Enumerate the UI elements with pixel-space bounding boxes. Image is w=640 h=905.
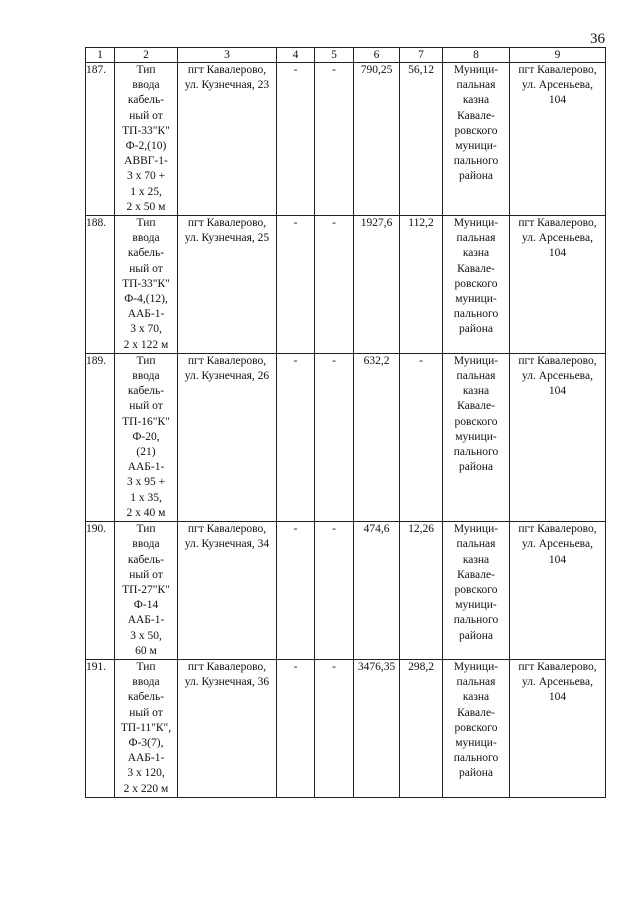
- object-name: Тип ввода кабель- ный от ТП-27"К" Ф-14 ААБ-1- 3 х 50, 60 м: [122, 523, 170, 657]
- column-4-value: -: [277, 659, 315, 797]
- column-4-value: -: [277, 353, 315, 521]
- column-header: 3: [178, 48, 277, 63]
- residual-value: 112,2: [400, 216, 443, 354]
- owner-address: пгт Кавалерово, ул. Арсеньева, 104: [518, 660, 597, 704]
- balance-value: 474,6: [354, 522, 400, 660]
- object-name: Тип ввода кабель- ный от ТП-33"К" Ф-4,(12), ААБ-1- 3 х 70, 2 х 122 м: [122, 217, 170, 351]
- balance-value: 632,2: [354, 353, 400, 521]
- row-number: 191.: [86, 659, 115, 797]
- table-row: [86, 63, 606, 216]
- owner-name: Муници- пальная казна Кавале- ровского муници- пального района: [453, 354, 499, 474]
- column-header: 1: [86, 48, 115, 63]
- column-header: 6: [354, 48, 400, 63]
- page-number: 36: [590, 31, 605, 47]
- column-5-value: -: [315, 216, 354, 354]
- residual-value: 12,26: [400, 522, 443, 660]
- owner-name: Муници- пальная казна Кавале- ровского муници- пального района: [453, 217, 499, 336]
- object-address: пгт Кавалерово, ул. Кузнечная, 36: [184, 660, 270, 689]
- residual-value: -: [400, 353, 443, 521]
- residual-value: 298,2: [400, 659, 443, 797]
- row-number: 188.: [86, 216, 115, 354]
- object-name: Тип ввода кабель- ный от ТП-33"К" Ф-2,(10) АВВГ-1- 3 х 70 + 1 х 25, 2 х 50 м: [122, 64, 170, 213]
- object-name: Тип ввода кабель- ный от ТП-11"К", Ф-3(7), ААБ-1- 3 х 120, 2 х 220 м: [120, 660, 172, 795]
- column-header: 2: [115, 48, 178, 63]
- column-4-value: -: [277, 63, 315, 216]
- owner-address: пгт Кавалерово, ул. Арсеньева, 104: [518, 354, 597, 398]
- row-number: 189.: [86, 353, 115, 521]
- column-header: 8: [443, 48, 510, 63]
- column-4-value: -: [277, 216, 315, 354]
- column-header: 4: [277, 48, 315, 63]
- table-row: [86, 216, 606, 354]
- object-address: пгт Кавалерово, ул. Кузнечная, 23: [184, 64, 270, 92]
- column-5-value: -: [315, 522, 354, 660]
- table-row: [86, 522, 606, 660]
- owner-address: пгт Кавалерово, ул. Арсеньева, 104: [518, 217, 597, 260]
- column-5-value: -: [315, 353, 354, 521]
- balance-value: 1927,6: [354, 216, 400, 354]
- column-5-value: -: [315, 659, 354, 797]
- table-row: [86, 353, 606, 521]
- owner-name: Муници- пальная казна Кавале- ровского муници- пального района: [453, 64, 499, 183]
- owner-name: Муници- пальная казна Кавале- ровского муници- пального района: [453, 660, 499, 780]
- object-address: пгт Кавалерово, ул. Кузнечная, 26: [184, 354, 270, 383]
- column-header: 9: [510, 48, 606, 63]
- object-address: пгт Кавалерово, ул. Кузнечная, 34: [184, 523, 270, 551]
- residual-value: 56,12: [400, 63, 443, 216]
- row-number: 187.: [86, 63, 115, 216]
- balance-value: 790,25: [354, 63, 400, 216]
- column-4-value: -: [277, 522, 315, 660]
- owner-address: пгт Кавалерово, ул. Арсеньева, 104: [518, 523, 597, 566]
- column-header: 7: [400, 48, 443, 63]
- table-row: [86, 659, 606, 797]
- owner-address: пгт Кавалерово, ул. Арсеньева, 104: [518, 64, 597, 107]
- owner-name: Муници- пальная казна Кавале- ровского муници- пального района: [453, 523, 499, 642]
- column-number-header-row: [86, 48, 606, 63]
- row-number: 190.: [86, 522, 115, 660]
- property-register-table: [85, 47, 606, 798]
- column-header: 5: [315, 48, 354, 63]
- column-5-value: -: [315, 63, 354, 216]
- balance-value: 3476,35: [354, 659, 400, 797]
- object-address: пгт Кавалерово, ул. Кузнечная, 25: [184, 217, 270, 245]
- object-name: Тип ввода кабель- ный от ТП-16"К" Ф-20, (21) ААБ-1- 3 х 95 + 1 х 35, 2 х 40 м: [122, 354, 170, 519]
